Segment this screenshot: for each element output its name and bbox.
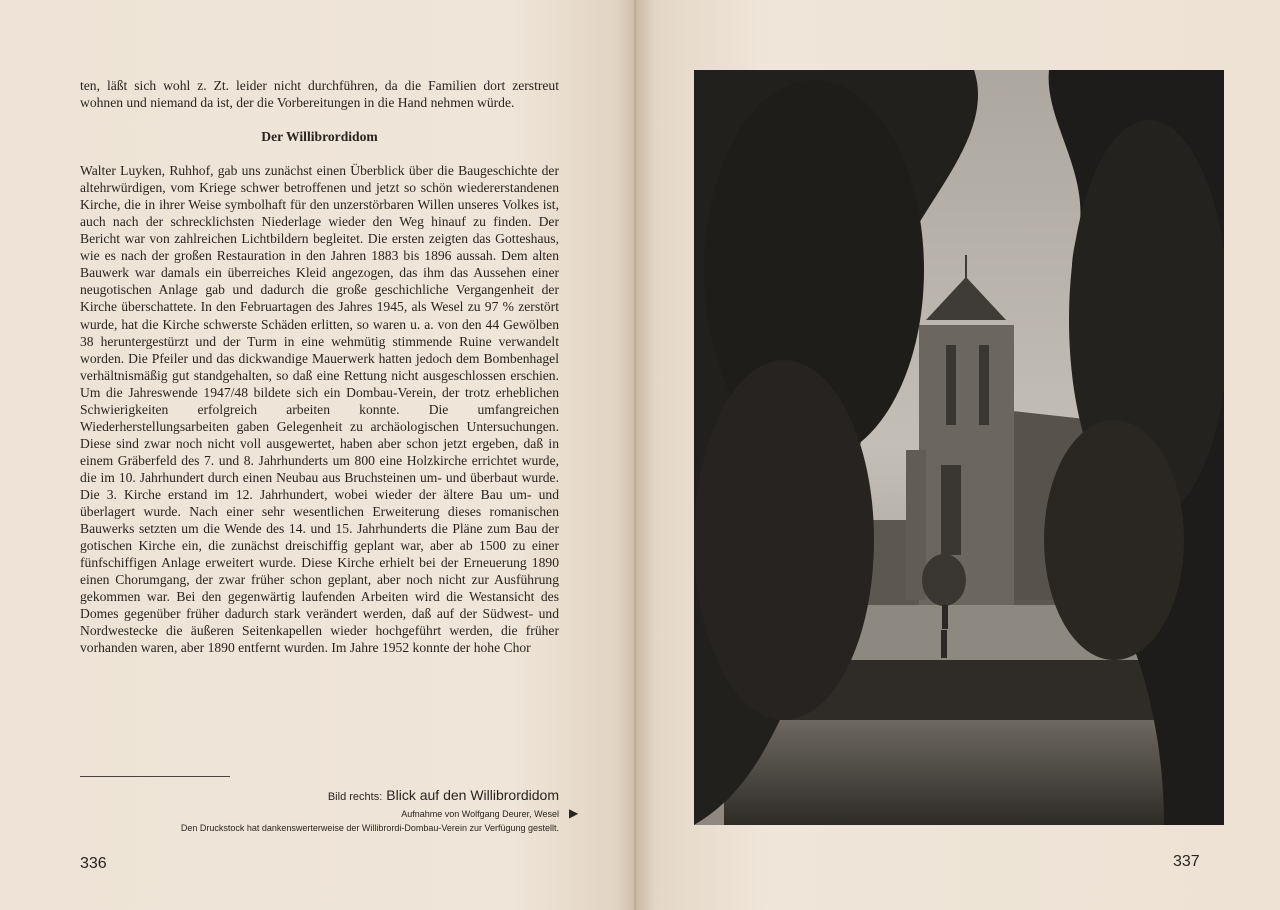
arrow-right-icon: ▶ [569,806,579,820]
church-photo [694,70,1224,825]
picture-caption [80,787,559,805]
photo-credit: Aufnahme von Wolfgang Deurer, Wesel [401,809,559,819]
left-page-text [80,77,559,656]
page-number-left: 336 [80,855,107,872]
printing-block-note: Den Druckstock hat dankenswerterweise der Willibrordi-Dombau-Verein zur Verfügung gestellt. [180,823,559,833]
body-paragraph: Walter Luyken, Ruhhof, gab uns zunächst einen Überblick über die Baugeschichte der altehrwürdigen, vom Kriege schwer betroffenen und jetzt so schön wiedererstandenen Kirche, die in ihrer Weise symbolhaft für den unzerstörbaren Willen unseres Volkes ist, auch nach der schrecklichsten Niederlage wieder den Weg hinauf zu finden. Der Bericht war von zahlreichen Lichtbildern begleitet. Die ersten zeigten das Gotteshaus, wie es nach der großen Restauration in den Jahren 1883 bis 1896 aussah. Dem alten Bauwerk war damals ein überreiches Kleid angezogen, das ihm das Aussehen einer neugotischen Anlage gab und dadurch die große geschichliche Vergangenheit der Kirche überschattete. In den Februartagen des Jahres 1945, als Wesel zu 97 % zerstört wurde, hat die Kirche schwerste Schäden erlitten, so waren u. a. von den 44 Gewölben 38 heruntergestürzt und der Turm in eine wehmütig stimmende Ruine verwandelt worden. Die Pfeiler und das dickwandige Mauerwerk hatten jedoch dem Bombenhagel verhältnismäßig gut standgehalten, so daß eine Rettung nicht ausgeschlossen erschien. Um die Jahreswende 1947/48 bildete sich ein Dombau-Verein, der trotz erheblichen Schwierigkeiten erfolgreich arbeiten konnte. Die umfangreichen Wiederherstellungsarbeiten gaben Gelegenheit zu archäologischen Untersuchungen. Diese sind zwar noch nicht voll ausgewertet, haben aber schon jetzt ergeben, daß in einem Gräberfeld des 7. und 8. Jahrhunderts um 800 eine Holzkirche errichtet wurde, die im 10. Jahrhundert durch einen Neubau aus Bruchsteinen um- und überbaut wurde. Die 3. Kirche erstand im 12. Jahrhundert, wobei wieder der ältere Bau um- und überlagert wurde. Nach einer sehr wesentlichen Erweiterung dieses romanischen Bauwerks setzten um die Wende des 14. und 15. Jahrhunderts die Pläne zum Bau der gotischen Kirche ein, die zunächst dreischiffig geplant war, aber ab 1500 zu einer fünfschiffigen Anlage erweitert wurde. Diese Kirche erhielt bei der Erneuerung 1890 einen Chorumgang, der zwar früher schon geplant, aber noch nicht zur Ausführung gekommen war. Bei den gegenwärtig laufenden Arbeiten wird die Westansicht des Domes gegenüber früher dadurch stark verändert werden, daß auf der Südwest- und Nordwestecke die äußeren Seitenkapellen wieder hochgeführt werden, die früher vorhanden waren, aber 1890 entfernt wurden. Im Jahre 1952 konnte der hohe Chor [80,163,559,656]
page-number-right: 337 [1173,853,1200,870]
section-heading: Der Willibrordidom [261,129,378,145]
footnote-divider [80,776,230,777]
right-page [636,0,1280,910]
caption-title: Blick auf den Willibrordidom [386,787,559,803]
left-page [0,0,636,910]
caption-prefix: Bild rechts: [327,791,383,803]
intro-paragraph: ten, läßt sich wohl z. Zt. leider nicht durchführen, da die Familien dort zerstreut wohnen und niemand da ist, der die Vorbereitungen in die Hand nehmen würde. [80,78,559,111]
church-photo-icon [694,70,1224,825]
